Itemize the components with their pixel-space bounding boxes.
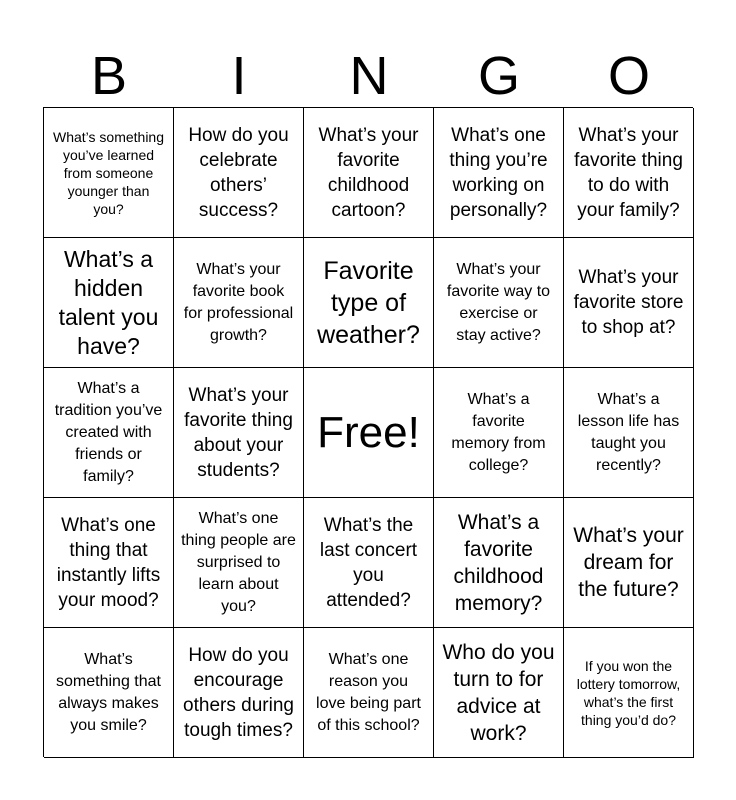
bingo-cell[interactable] <box>44 108 174 238</box>
bingo-cell-text: Who do you turn to for advice at work? <box>442 640 555 745</box>
bingo-cell[interactable] <box>174 368 304 498</box>
bingo-cell[interactable] <box>304 628 434 758</box>
bingo-cell[interactable] <box>564 238 694 368</box>
bingo-cell[interactable] <box>174 238 304 368</box>
free-space-label: Free! <box>317 407 420 457</box>
bingo-cell[interactable] <box>434 368 564 498</box>
bingo-cell[interactable] <box>434 628 564 758</box>
bingo-cell[interactable] <box>44 238 174 368</box>
bingo-cell-free[interactable] <box>304 368 434 498</box>
bingo-cell[interactable] <box>434 238 564 368</box>
header-letter-i: I <box>231 46 247 106</box>
bingo-cell-text: What’s a favorite memory from college? <box>451 390 546 474</box>
bingo-cell-text: What’s one thing you’re working on personally? <box>449 124 548 221</box>
bingo-cell[interactable] <box>44 368 174 498</box>
bingo-cell[interactable] <box>304 238 434 368</box>
bingo-cell[interactable] <box>44 498 174 628</box>
bingo-cell[interactable] <box>564 368 694 498</box>
bingo-cell[interactable] <box>174 498 304 628</box>
bingo-cell[interactable] <box>174 628 304 758</box>
bingo-cell-text: What’s your favorite book for professional growth? <box>183 260 294 344</box>
bingo-cell-text: What’s your favorite thing to do with your family? <box>574 124 683 221</box>
bingo-cell[interactable] <box>304 108 434 238</box>
bingo-cell[interactable] <box>564 628 694 758</box>
bingo-cell-text: What’s a lesson life has taught you recently? <box>577 390 680 474</box>
bingo-cell[interactable] <box>174 108 304 238</box>
bingo-card-grid <box>43 107 693 757</box>
bingo-cell-text: What’s the last concert you attended? <box>319 514 418 611</box>
bingo-cell-text: What’s your favorite thing about your students? <box>184 384 293 481</box>
header-letter-g: G <box>477 46 520 106</box>
header-letter-n: N <box>349 46 389 106</box>
bingo-cell-text: Favorite type of weather? <box>317 256 420 349</box>
bingo-cell[interactable] <box>434 498 564 628</box>
bingo-cell[interactable] <box>564 498 694 628</box>
bingo-cell-text: What’s something that always makes you smile? <box>56 650 161 734</box>
bingo-cell-text: What’s your favorite childhood cartoon? <box>318 124 419 221</box>
bingo-cell-text: What’s something you’ve learned from someone younger than you? <box>52 128 164 217</box>
header-letter-o: O <box>607 46 650 106</box>
bingo-cell-text: What’s a tradition you’ve created with friends or family? <box>54 379 163 485</box>
bingo-cell[interactable] <box>304 498 434 628</box>
bingo-cell-text: What’s a favorite childhood memory? <box>453 510 544 615</box>
bingo-cell-text: What’s your favorite store to shop at? <box>573 267 684 338</box>
bingo-header <box>44 44 694 108</box>
bingo-cell-text: What’s your dream for the future? <box>573 524 684 601</box>
header-letter-b: B <box>90 46 128 106</box>
bingo-cell-text: What’s a hidden talent you have? <box>58 245 159 359</box>
bingo-cell-text: What’s one thing people are surprised to learn about you? <box>181 509 296 615</box>
bingo-cell-text: What’s one reason you love being part of this school? <box>316 650 421 734</box>
bingo-cell[interactable] <box>564 108 694 238</box>
bingo-cell-text: If you won the lottery tomorrow, what’s the first thing you’d do? <box>576 657 681 728</box>
bingo-cell[interactable] <box>44 628 174 758</box>
bingo-cell[interactable] <box>434 108 564 238</box>
bingo-cell-text: What’s one thing that instantly lifts your mood? <box>56 514 161 611</box>
bingo-cell-text: How do you celebrate others’ success? <box>188 124 289 221</box>
bingo-cell-text: What’s your favorite way to exercise or stay active? <box>446 260 551 344</box>
bingo-cell-text: How do you encourage others during tough times? <box>183 644 294 741</box>
